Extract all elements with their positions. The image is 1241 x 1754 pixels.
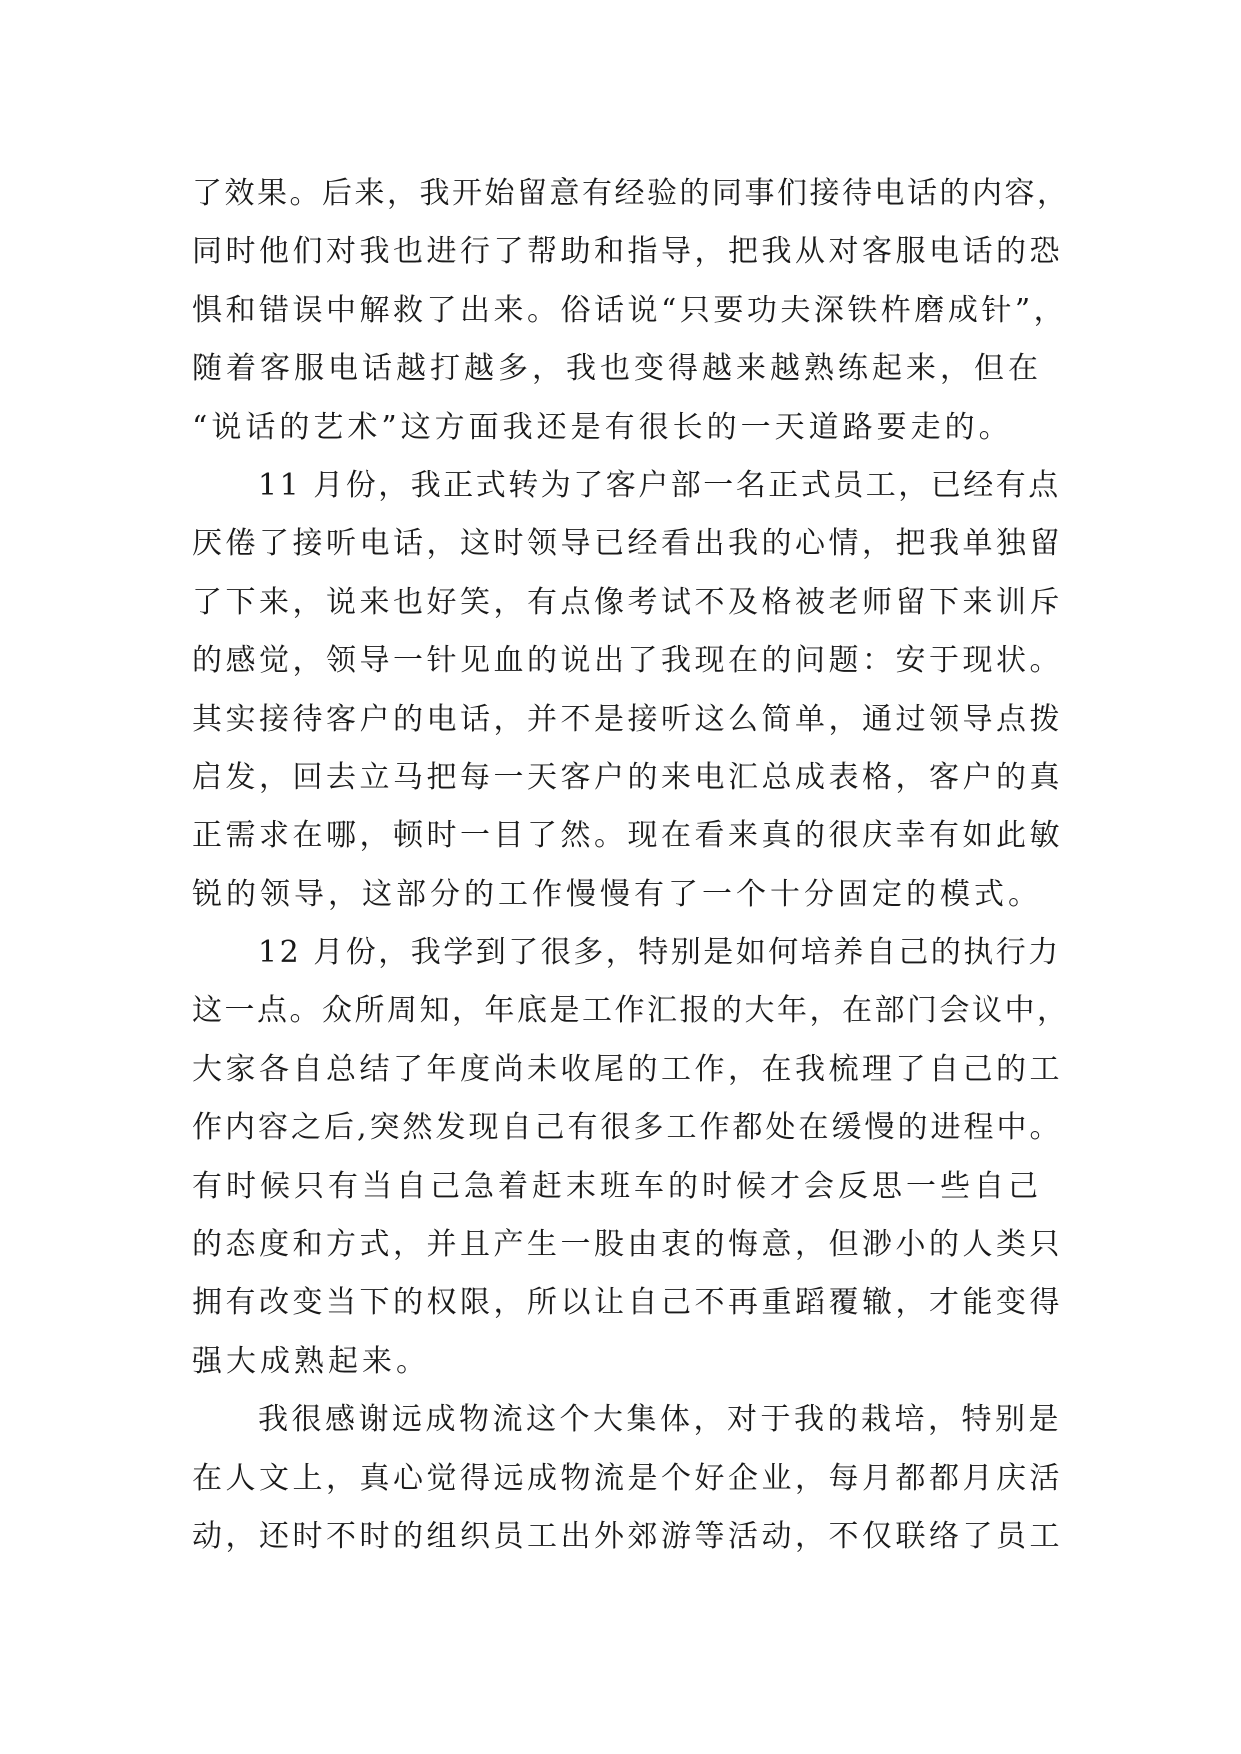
paragraph-first-line: 我很感谢远成物流这个大集体，对于我的栽培，特别是	[258, 1402, 1062, 1438]
text-line: 的感觉，领导一针见血的说出了我现在的问题：安于现状。	[192, 643, 1063, 679]
text-line: 强大成熟起来。	[192, 1343, 430, 1379]
text-line: 拥有改变当下的权限，所以让自己不再重蹈覆辙，才能变得	[192, 1285, 1063, 1321]
document-body	[192, 165, 1070, 1566]
text-line: 了下来，说来也好笑，有点像考试不及格被老师留下来训斥	[192, 584, 1063, 620]
text-line: 启发，回去立马把每一天客户的来电汇总成表格，客户的真	[192, 759, 1063, 795]
text-line: 同时他们对我也进行了帮助和指导，把我从对客服电话的恐	[192, 234, 1063, 270]
paragraph-first-line: 11 月份，我正式转为了客户部一名正式员工，已经有点	[258, 467, 1061, 503]
text-line: 动，还时不时的组织员工出外郊游等活动，不仅联络了员工	[192, 1518, 1063, 1554]
text-line: 有时候只有当自己急着赶末班车的时候才会反思一些自己	[192, 1168, 1042, 1204]
text-line: 其实接待客户的电话，并不是接听这么简单，通过领导点拨	[192, 701, 1063, 737]
text-line: 作内容之后,突然发现自己有很多工作都处在缓慢的进程中。	[192, 1110, 1063, 1146]
text-line: 厌倦了接听电话，这时领导已经看出我的心情，把我单独留	[192, 526, 1063, 562]
text-line: 大家各自总结了年度尚未收尾的工作，在我梳理了自己的工	[192, 1051, 1063, 1087]
text-line: 锐的领导，这部分的工作慢慢有了一个十分固定的模式。	[192, 876, 1042, 912]
text-line: “说话的艺术”这方面我还是有很长的一天道路要走的。	[192, 409, 1013, 445]
paragraph-first-line: 12 月份，我学到了很多，特别是如何培养自己的执行力	[258, 935, 1061, 971]
text-line: 这一点。众所周知，年底是工作汇报的大年，在部门会议中，	[192, 993, 1070, 1029]
text-line: 惧和错误中解救了出来。俗话说“只要功夫深铁杵磨成针”，	[192, 292, 1068, 328]
text-line: 在人文上，真心觉得远成物流是个好企业，每月都都月庆活	[192, 1460, 1063, 1496]
text-line: 的态度和方式，并且产生一股由衷的悔意，但渺小的人类只	[192, 1227, 1063, 1263]
text-line: 了效果。后来，我开始留意有经验的同事们接待电话的内容，	[192, 176, 1070, 211]
text-line: 随着客服电话越打越多，我也变得越来越熟练起来，但在	[192, 351, 1042, 387]
text-line: 正需求在哪，顿时一目了然。现在看来真的很庆幸有如此敏	[192, 818, 1063, 854]
